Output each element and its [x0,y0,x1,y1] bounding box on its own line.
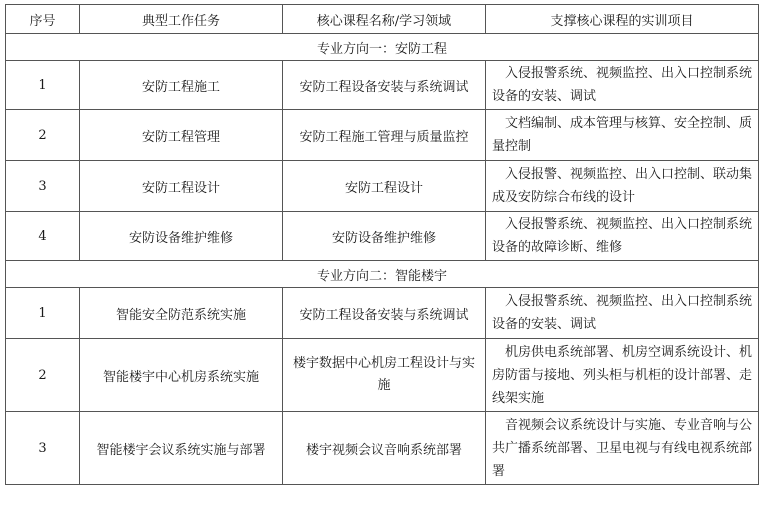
header-task: 典型工作任务 [80,5,283,34]
row-course: 安防工程设备安装与系统调试 [283,61,486,110]
table-row [6,110,759,161]
header-projects: 支撑核心课程的实训项目 [486,5,759,34]
row-task: 智能楼宇会议系统实施与部署 [80,412,283,485]
row-task: 安防工程施工 [80,61,283,110]
row-task: 安防工程管理 [80,110,283,161]
table-row [6,161,759,212]
row-projects: 入侵报警系统、视频监控、出入口控制系统设备的安装、调试 [486,288,759,339]
row-projects: 机房供电系统部署、机房空调系统设计、机房防雷与接地、列头柜与机柜的设计部署、走线架实施 [486,339,759,412]
row-projects: 入侵报警系统、视频监控、出入口控制系统设备的安装、调试 [486,61,759,110]
row-projects: 入侵报警、视频监控、出入口控制、联动集成及安防综合布线的设计 [486,161,759,212]
row-no: 2 [6,110,80,161]
row-task: 智能楼宇中心机房系统实施 [80,339,283,412]
row-no: 2 [6,339,80,412]
section-row [6,261,759,288]
row-projects: 文档编制、成本管理与核算、安全控制、质量控制 [486,110,759,161]
row-no: 3 [6,412,80,485]
row-course: 安防工程设备安装与系统调试 [283,288,486,339]
section-row [6,34,759,61]
table-row [6,212,759,261]
row-projects: 入侵报警系统、视频监控、出入口控制系统设备的故障诊断、维修 [486,212,759,261]
header-row [6,5,759,34]
row-course: 安防设备维护维修 [283,212,486,261]
table-row [6,61,759,110]
row-projects: 音视频会议系统设计与实施、专业音响与公共广播系统部署、卫星电视与有线电视系统部署 [486,412,759,485]
row-task: 安防设备维护维修 [80,212,283,261]
row-no: 3 [6,161,80,212]
section-title: 专业方向一：安防工程 [6,34,759,61]
row-course: 楼宇数据中心机房工程设计与实施 [283,339,486,412]
header-course: 核心课程名称/学习领域 [283,5,486,34]
row-course: 安防工程施工管理与质量监控 [283,110,486,161]
row-no: 1 [6,288,80,339]
curriculum-table [5,4,759,485]
row-no: 4 [6,212,80,261]
table-row [6,412,759,485]
row-course: 楼宇视频会议音响系统部署 [283,412,486,485]
row-no: 1 [6,61,80,110]
row-task: 智能安全防范系统实施 [80,288,283,339]
row-task: 安防工程设计 [80,161,283,212]
table-row [6,339,759,412]
row-course: 安防工程设计 [283,161,486,212]
header-no: 序号 [6,5,80,34]
table-row [6,288,759,339]
section-title: 专业方向二：智能楼宇 [6,261,759,288]
